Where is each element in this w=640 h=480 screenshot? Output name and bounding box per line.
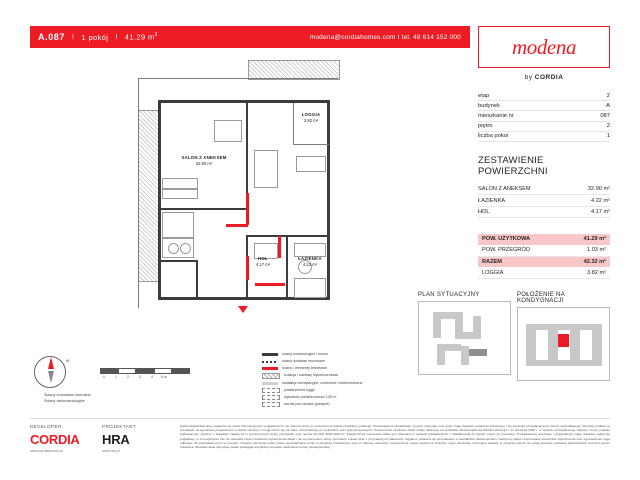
list-item xyxy=(262,395,410,400)
scale-segments xyxy=(100,368,190,374)
metadata-table xyxy=(478,91,610,142)
disclaimer-text: Karta lokalu/lokali służy wyłącznie do celów informacyjnych i poglądowych i nie stanowi oferty w rozumieniu przepisów Kodeksu cywilnego. Przedstawione wizualizacje, rysunki, schematy oraz opisy mają charakter wyłącznie ilustracyjny i nie stanowią zobowiązania po stronie sprzedającego. Wymiary podane na rysunkach są wymiarami projektowymi w stanie surowym i mogą różnić się od stanu rzeczywistego po wykonaniu prac wykończeniowych. Powierzchnie użytkowe lokali zostały obliczone na podstawie Rozporządzenia Ministra Rozwoju z 11 września 2020 r. w sprawie szczegółowego zakresu i formy projektu budowlanego, zgodnie z zasadami zawartymi w przytoczonych wyżej przepisach oraz normie PN-ISO 9836:2022-07. Powierzchnia wykonania lokalu jest obliczana w metrach kwadratowych z dokładnością do dwóch miejsc po przecinku. Przedstawione aranżacje i wyposażenie mają charakter wyłącznie poglądowy, w szczególności zaś nie stanowią części standardu wykończenia lokalu i nie są elementem oferty sprzedaży. Lokale wraz z przynależnymi balkonami, loggiami i tarasami są sprzedawane w standardzie deweloperskim. Faktyczny układ i usytuowanie elementów wykończenia oraz wyposażenia mogą odbiegać od przedstawionych na rysunku. Inwestor zastrzega sobie prawo wprowadzania zmian w projekcie budowlanym oraz w zakresie aranżacji i wykończenia części wspólnych budynku i jego otoczenia. Informacje zawarte w niniejszej karcie nie mogą stanowić podstawy jakichkolwiek roszczeń wobec Inwestora. Wszelkie dane dotyczące lokalu podlegają weryfikacji na etapie zawierania umowy deweloperskiej. xyxy=(180,424,610,449)
floor-location-title: POŁOŻENIE NA KONDYGNACJI xyxy=(517,292,565,304)
apartment-code: A.087 xyxy=(38,32,66,42)
room-count: 1 pokój xyxy=(81,32,109,42)
list-item xyxy=(262,381,410,386)
table-row xyxy=(478,256,610,267)
room-area: 32.90 m² xyxy=(571,184,610,195)
table-row xyxy=(478,234,610,245)
room-area: 4.17 m² xyxy=(571,206,610,217)
scale-ticks xyxy=(100,375,190,379)
table-row xyxy=(478,184,610,195)
floor-plan xyxy=(118,60,398,360)
legend-swatch-structural-icon xyxy=(262,353,278,356)
meta-value: A xyxy=(582,101,610,111)
legend-label: powierzchnia loggii xyxy=(284,387,315,392)
summary-value: 41.29 m² xyxy=(583,236,606,243)
summary-value: 3.82 m² xyxy=(564,267,610,278)
cordia-logo: CORDIA xyxy=(30,432,80,447)
legend-label: instalacje wentylacyjne, kominowe i teletechniczne xyxy=(282,380,363,385)
legend-label: ściany konstrukcyjne / nośne xyxy=(282,352,328,356)
legend xyxy=(262,352,410,408)
legend-swatch-ventilation-icon xyxy=(262,382,278,385)
summary-key: LOGGIA xyxy=(478,267,564,278)
legend-swatch-insulation-icon xyxy=(262,373,280,379)
areas-title: ZESTAWIENIE POWIERZCHNI xyxy=(478,154,548,177)
summary-value: 1.03 m² xyxy=(564,245,610,256)
legend-swatch-sill-icon xyxy=(262,402,280,407)
table-row xyxy=(478,267,610,278)
legend-label: ściany / elementy żelbetowe xyxy=(282,365,327,370)
meta-value: 087 xyxy=(582,111,610,121)
summary-value: 42.32 m² xyxy=(583,259,606,266)
table-row xyxy=(478,121,610,131)
designer-label: PROJEKTANT xyxy=(102,424,137,429)
list-item xyxy=(262,366,410,371)
separator-2: I xyxy=(115,33,118,41)
summary-table xyxy=(478,234,610,279)
room-label-living: SALON Z ANEKSEM 32.90 m² xyxy=(181,155,227,166)
header-bar xyxy=(30,26,470,48)
scale-tick: 1 xyxy=(115,375,117,379)
site-plan-title: PLAN SYTUACYJNY xyxy=(418,292,480,298)
total-area: 41.29 $m^2$ xyxy=(124,32,158,42)
legend-swatch-height-icon xyxy=(262,395,280,400)
footer-brands xyxy=(30,424,170,453)
hra-url[interactable]: www.hra.pl xyxy=(102,449,120,453)
table-row xyxy=(478,111,610,121)
room-areas-table xyxy=(478,184,610,218)
cordia-url[interactable]: www.cordiahomes.pl xyxy=(30,449,63,453)
hra-logo: HRA xyxy=(102,432,130,447)
entrance-arrow-icon xyxy=(238,306,248,313)
legend-swatch-loggia-icon xyxy=(262,388,280,393)
summary-key: POW. PRZEGRÓD xyxy=(478,245,564,256)
room-name: SALON Z ANEKSEM xyxy=(478,184,571,195)
scale-tick: 3 xyxy=(139,375,141,379)
brand-byline xyxy=(478,74,610,81)
brand-logo-text: modena xyxy=(511,34,577,59)
area-unit-exponent: 2 xyxy=(154,32,158,39)
meta-key: etap xyxy=(478,91,582,101)
list-item xyxy=(262,359,410,364)
meta-value: 2 xyxy=(582,91,610,101)
summary-key: RAZEM xyxy=(482,259,502,266)
developer-label: DEVELOPER xyxy=(30,424,62,429)
contact-info: modena@cordiahomes.com I tel. 48 614 152 000 xyxy=(309,33,461,41)
info-panel xyxy=(478,26,610,279)
list-item xyxy=(262,402,410,407)
byline-prefix: by xyxy=(524,74,535,81)
room-label-loggia: LOGGIA 3.82 m² xyxy=(301,112,321,123)
scale-tick: 5 m xyxy=(161,375,167,379)
scale-tick: 2 xyxy=(127,375,129,379)
wall-note-line-2: Ściany niekonstrukcyjne xyxy=(44,399,85,404)
compass-icon xyxy=(34,356,68,390)
wall-note xyxy=(44,392,91,404)
legend-swatch-partition-icon xyxy=(262,361,278,363)
legend-label: wzrost pod oknami (parapet) xyxy=(284,401,330,406)
meta-value: 2 xyxy=(582,121,610,131)
wall-note-line-1: Ściany murowane nienośne xyxy=(44,393,91,397)
legend-label: izolacja / warstwy wykończeniowe xyxy=(284,373,339,378)
floor-location xyxy=(517,292,610,381)
list-item xyxy=(262,373,410,379)
meta-key: liczba pokoi xyxy=(478,131,582,141)
table-row xyxy=(478,206,610,217)
floor-location-graphic xyxy=(517,307,610,381)
room-name: HOL xyxy=(478,206,571,217)
table-row xyxy=(478,245,610,256)
room-label-bathroom: ŁAZIENKA 4.22 m² xyxy=(298,256,322,267)
compass-north-label: N xyxy=(66,358,69,363)
meta-key: budynek xyxy=(478,101,582,111)
scale-bar xyxy=(100,368,190,379)
byline-brand: CORDIA xyxy=(534,74,564,81)
table-row xyxy=(478,131,610,141)
footer-divider xyxy=(30,418,610,419)
room-label-hall: HOL 4.17 m² xyxy=(255,256,271,267)
scale-tick: 4 xyxy=(151,375,153,379)
site-plan-graphic xyxy=(418,301,511,375)
table-row xyxy=(478,91,610,101)
scale-tick: 0 xyxy=(103,375,105,379)
table-row xyxy=(478,101,610,111)
brand-headings xyxy=(30,424,170,429)
legend-label: ściany działowe murowane xyxy=(282,358,325,363)
brand-logos xyxy=(30,433,170,453)
separator-1: I xyxy=(72,33,75,41)
meta-key: mieszkanie nr xyxy=(478,111,582,121)
list-item xyxy=(262,352,410,357)
meta-key: piętro xyxy=(478,121,582,131)
mini-maps xyxy=(418,292,610,381)
meta-value: 1 xyxy=(582,131,610,141)
room-area: 4.22 m² xyxy=(571,195,610,206)
summary-key: POW. UŻYTKOWA xyxy=(482,236,531,243)
site-plan xyxy=(418,292,511,381)
brand-logo-box xyxy=(478,26,610,68)
legend-swatch-concrete-icon xyxy=(262,367,278,370)
legend-label: wysokość pomieszczenia 2.65 m xyxy=(284,394,337,399)
table-row xyxy=(478,195,610,206)
list-item xyxy=(262,388,410,393)
room-name: ŁAZIENKA xyxy=(478,195,571,206)
